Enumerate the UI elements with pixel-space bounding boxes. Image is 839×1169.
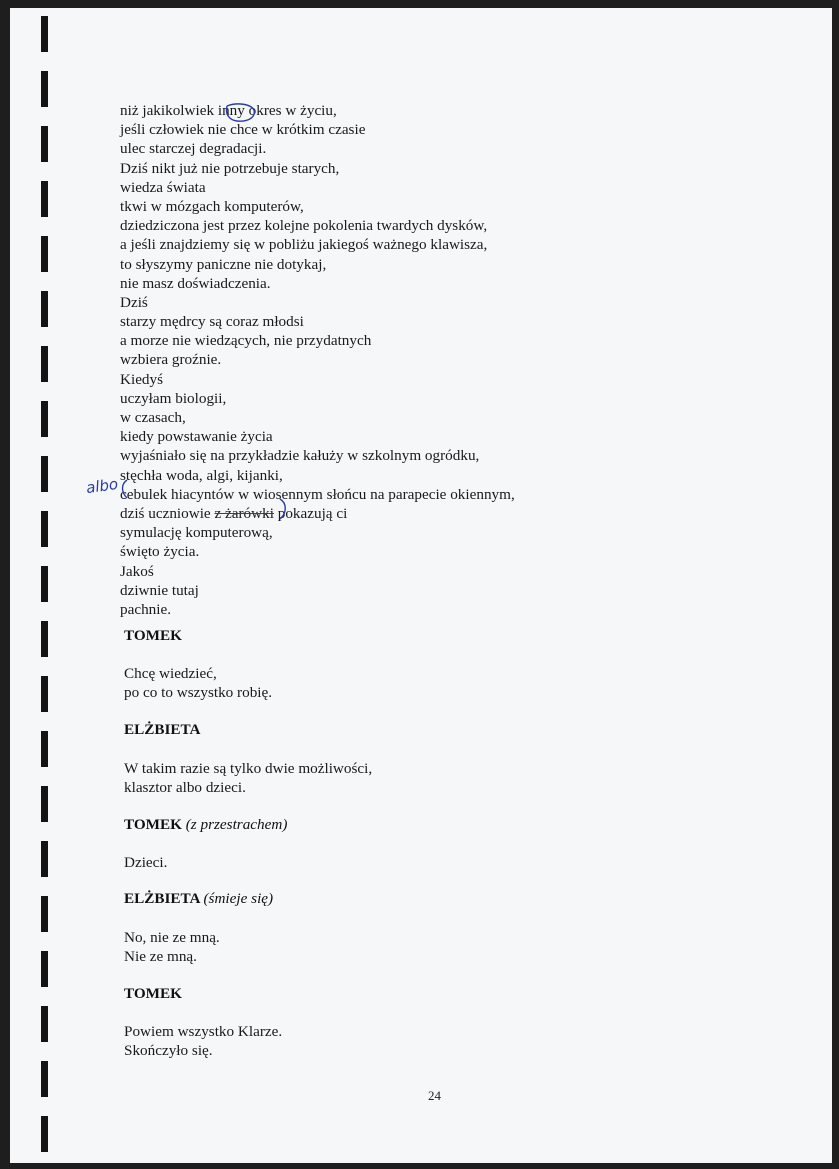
ink-bracket-mark — [277, 497, 291, 521]
text-line: jeśli człowiek nie chce w krótkim czasie — [120, 121, 366, 139]
dialogue-lines — [124, 759, 372, 797]
margin-handwritten-note: albo — [84, 474, 120, 498]
text-line: Dziś nikt już nie potrzebuje starych, — [120, 159, 340, 177]
text-line: No, nie ze mną. — [124, 929, 220, 946]
struck-text: z żarówki — [214, 504, 274, 522]
text-line: to słyszymy paniczne nie dotykaj, — [120, 255, 327, 273]
text-line: starzy mędrcy są coraz młodsi — [120, 313, 304, 331]
text-line: Dziś — [120, 293, 148, 311]
speaker-name: ELŻBIETA — [124, 890, 200, 907]
text-line: klasztor albo dzieci. — [124, 779, 246, 797]
text-line: W takim razie są tylko dwie możliwości, — [124, 760, 373, 777]
text-line: Skończyło się. — [124, 1042, 213, 1060]
text-line: w czasach, — [120, 409, 186, 426]
text-line: Nie ze mną. — [124, 948, 197, 966]
page-number: 24 — [428, 1088, 441, 1103]
dialogue-lines — [124, 1022, 282, 1060]
poem-text — [120, 101, 515, 619]
text-line: pachnie. — [120, 600, 172, 618]
dialogue-lines — [124, 928, 220, 966]
speaker-heading — [124, 816, 287, 834]
speaker-name: TOMEK — [124, 985, 182, 1002]
text-fragment: pokazują ci — [273, 504, 348, 522]
text-line: dziedziczona jest przez kolejne pokolenia twardych dysków, — [120, 217, 488, 235]
text-line: wiedza świata — [120, 178, 206, 196]
text-line: symulację komputerową, — [120, 524, 273, 542]
text-line: ulec starczej degradacji. — [120, 140, 267, 158]
text-line: kiedy powstawanie życia — [120, 428, 273, 446]
text-line: cebulek hiacyntów w wiosennym słońcu na parapecie okiennym, — [120, 485, 515, 503]
text-line: a jeśli znajdziemy się w pobliżu jakiegoś ważnego klawisza, — [120, 236, 488, 254]
text-line: niż jakikolwiek inny okres w życiu, — [120, 102, 337, 119]
speaker-name: ELŻBIETA — [124, 721, 201, 738]
speaker-heading — [124, 627, 182, 645]
text-fragment: dziś uczniowie — [120, 504, 215, 522]
text-line: uczyłam biologii, — [120, 389, 227, 407]
stage-direction: (z przestrachem) — [185, 816, 288, 833]
stage-direction: (śmieje się) — [203, 890, 274, 907]
text-line: Chcę wiedzieć, — [124, 665, 217, 682]
text-line: Kiedyś — [120, 370, 164, 388]
text-line: tkwi w mózgach komputerów, — [120, 197, 304, 215]
speaker-name: TOMEK — [124, 816, 182, 833]
text-line: Dzieci. — [124, 854, 168, 871]
ink-circle-mark — [223, 102, 257, 124]
text-line: dziwnie tutaj — [120, 581, 199, 599]
speaker-heading — [124, 890, 273, 908]
text-line: wzbiera groźnie. — [120, 351, 222, 369]
ink-bracket-mark — [118, 478, 130, 500]
text-line-with-correction — [120, 504, 515, 523]
text-line: Jakoś — [120, 562, 154, 580]
text-line: wyjaśniało się na przykładzie kałuży w szkolnym ogródku, — [120, 447, 480, 465]
text-line: a morze nie wiedzących, nie przydatnych — [120, 332, 372, 350]
speaker-name: TOMEK — [124, 627, 182, 644]
dialogue-lines — [124, 664, 272, 702]
dialogue-lines — [124, 853, 167, 872]
speaker-heading — [124, 721, 201, 739]
text-line: święto życia. — [120, 543, 200, 561]
text-line: po co to wszystko robię. — [124, 684, 273, 702]
text-line: stęchła woda, algi, kijanki, — [120, 466, 283, 484]
speaker-heading — [124, 985, 182, 1003]
text-line: nie masz doświadczenia. — [120, 274, 271, 292]
text-line: Powiem wszystko Klarze. — [124, 1023, 283, 1040]
